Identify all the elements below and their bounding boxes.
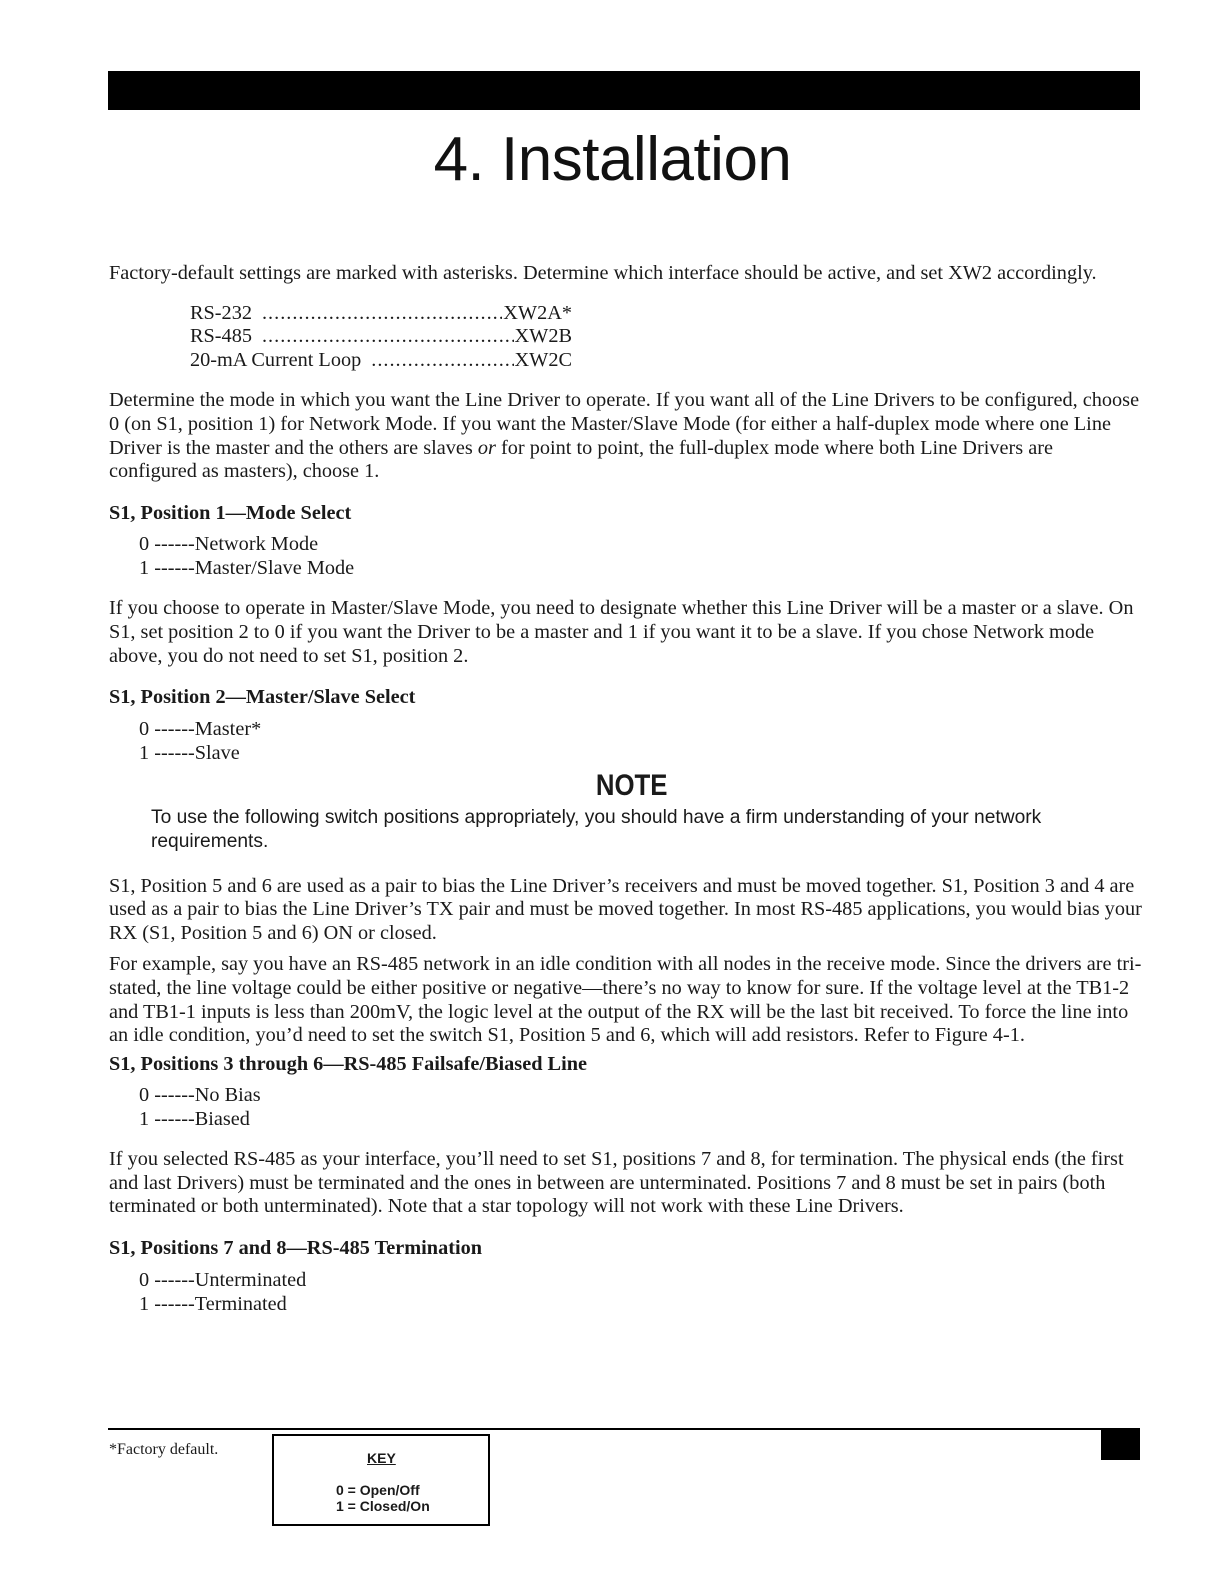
page-number-block <box>1101 1428 1140 1460</box>
option-value: 1 <box>139 1292 150 1315</box>
option-value: 0 <box>139 1084 150 1107</box>
option-row <box>139 1107 1144 1131</box>
option-value: 0 <box>139 1268 150 1291</box>
option-value: 0 <box>139 533 150 556</box>
leader-dots <box>262 325 514 349</box>
mode-paragraph-emphasis: or <box>477 436 496 459</box>
interface-jumper: XW2A* <box>503 301 572 324</box>
option-row <box>139 741 1144 765</box>
header-bar <box>108 71 1140 110</box>
bias-paragraph-2: For example, say you have an RS-485 network in an idle condition with all nodes in the receive mode. Since the drivers are tri-stated, the line voltage could be either positive or negative—there’s no way to know for sure. If the voltage level at the TB1-2 and TB1-1 inputs is less than 200mV, the logic level at the output of the RX will be the last bit received. To force the line into an idle condition, you’d need to set the switch S1, Position 5 and 6, which will add resistors. Refer to Figure 4-1. <box>109 953 1142 1047</box>
option-row <box>139 532 1144 556</box>
key-line-closed: 1 = Closed/On <box>336 1498 430 1514</box>
section-heading-failsafe: S1, Positions 3 through 6—RS-485 Failsafe/Biased Line <box>109 1052 587 1075</box>
option-row <box>139 1268 1144 1292</box>
interface-jumper: XW2B <box>514 325 572 348</box>
interface-name: 20-mA Current Loop <box>190 348 362 371</box>
section-heading-termination: S1, Positions 7 and 8—RS-485 Termination <box>109 1237 483 1260</box>
key-lines <box>336 1482 430 1514</box>
mode-paragraph-text: Determine the mode in which you want the Line Driver to operate. If you want all of the Line Drivers to be configured, choose 0 (on S1, position 1) for Network Mode. If you want the Master/Slave Mode (for either a half-duplex mode where one Line Driver is the master and the others are slaves <box>109 389 1140 459</box>
section-heading-mode-select: S1, Position 1—Mode Select <box>109 501 352 524</box>
leader-dots <box>371 349 513 373</box>
mode-paragraph <box>109 389 1144 483</box>
interface-row <box>190 325 572 349</box>
option-label: Slave <box>194 741 240 764</box>
interface-name: RS-485 <box>190 325 252 348</box>
page-title: 4. Installation <box>433 125 792 194</box>
key-line-open: 0 = Open/Off <box>336 1482 420 1498</box>
interface-name: RS-232 <box>190 301 252 324</box>
option-separator: ------ <box>154 1268 195 1291</box>
footnote: *Factory default. <box>109 1441 219 1458</box>
option-separator: ------ <box>154 533 195 556</box>
option-separator: ------ <box>154 1084 195 1107</box>
note-title: NOTE <box>595 768 668 802</box>
option-separator: ------ <box>154 741 195 764</box>
option-value: 0 <box>139 717 150 740</box>
option-label: Master/Slave Mode <box>194 557 355 580</box>
master-slave-paragraph: If you choose to operate in Master/Slave Mode, you need to designate whether this Line Driver will be a master or a slave. On S1, set position 2 to 0 if you want the Driver to be a master and 1 if you want it to be a slave. If you chose Network mode above, you do not need to set S1, position 2. <box>109 597 1134 667</box>
interface-row <box>190 302 572 326</box>
termination-paragraph: If you selected RS-485 as your interface, you’ll need to set S1, positions 7 and 8, for termination. The physical ends (the first and last Drivers) must be terminated and the ones in between are unterminated. Positions 7 and 8 must be set in pairs (both terminated or both unterminated). Note that a star topology will not work with these Line Drivers. <box>109 1148 1124 1218</box>
section-heading-master-slave: S1, Position 2—Master/Slave Select <box>109 686 416 709</box>
interface-row <box>190 349 572 373</box>
option-row <box>139 1292 1144 1316</box>
option-label: Network Mode <box>194 533 319 556</box>
option-row <box>139 556 1144 580</box>
option-list-mode-select <box>139 532 1144 580</box>
key-legend-box <box>272 1434 490 1526</box>
footer-rule <box>108 1428 1140 1430</box>
key-title: KEY <box>367 1450 396 1466</box>
option-separator: ------ <box>154 557 195 580</box>
mode-paragraph-text-end: for point to point, the full-duplex mode where both Line Drivers are configured as masters), choose 1. <box>109 436 1053 483</box>
option-list-termination <box>139 1268 1144 1316</box>
leader-dots <box>262 302 502 326</box>
option-separator: ------ <box>154 717 195 740</box>
interface-jumper: XW2C <box>514 348 572 371</box>
option-separator: ------ <box>154 1292 195 1315</box>
option-label: Unterminated <box>194 1268 307 1291</box>
option-separator: ------ <box>154 1108 195 1131</box>
note-text: To use the following switch positions appropriately, you should have a firm understanding of your network requirements. <box>151 806 1042 853</box>
option-value: 1 <box>139 741 150 764</box>
option-list-master-slave <box>139 717 1144 765</box>
option-value: 1 <box>139 1108 150 1131</box>
option-row <box>139 1083 1144 1107</box>
option-label: No Bias <box>194 1084 261 1107</box>
bias-paragraph-1: S1, Position 5 and 6 are used as a pair to bias the Line Driver’s receivers and must be moved together. S1, Position 3 and 4 are used as a pair to bias the Line Driver’s TX pair and must be moved together. In most RS-485 applications, you would bias your RX (S1, Position 5 and 6) ON or closed. <box>109 874 1142 944</box>
intro-paragraph: Factory-default settings are marked with asterisks. Determine which interface should be active, and set XW2 accordingly. <box>109 262 1097 284</box>
interface-list <box>190 302 1144 373</box>
option-label: Master* <box>194 717 262 740</box>
option-value: 1 <box>139 557 150 580</box>
option-label: Terminated <box>194 1292 287 1315</box>
page-content <box>109 262 1144 1333</box>
option-label: Biased <box>194 1108 250 1131</box>
option-row <box>139 717 1144 741</box>
option-list-failsafe <box>139 1083 1144 1131</box>
